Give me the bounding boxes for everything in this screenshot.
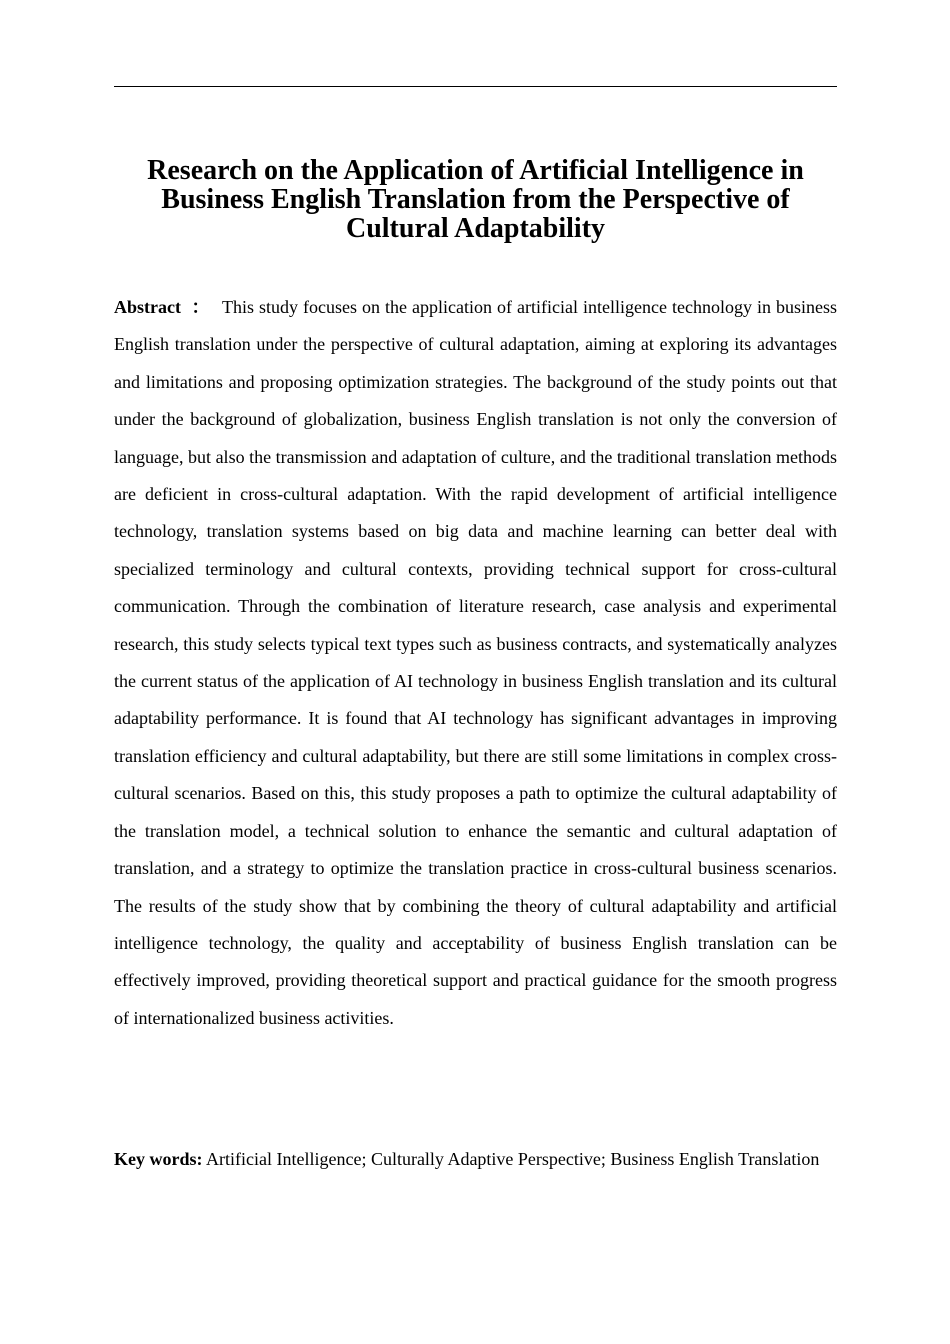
abstract-separator: ： [190, 297, 211, 317]
abstract-paragraph [114, 289, 837, 1037]
keywords-paragraph [114, 1147, 837, 1172]
keywords-text: Artificial Intelligence; Culturally Adaptive Perspective; Business English Translation [206, 1149, 820, 1169]
header-rule [114, 86, 837, 87]
abstract-text: This study focuses on the application of artificial intelligence technology in business English translation under the perspective of cultural adaptation, aiming at exploring its advantages and limitations and proposing optimization strategies. The background of the study points out that under the background of globalization, business English translation is not only the conversion of language, but also the transmission and adaptation of culture, and the traditional translation methods are deficient in cross-cultural adaptation. With the rapid development of artificial intelligence technology, translation systems based on big data and machine learning can better deal with specialized terminology and cultural contexts, providing technical support for cross-cultural communication. Through the combination of literature research, case analysis and experimental research, this study selects typical text types such as business contracts, and systematically analyzes the current status of the application of AI technology in business English translation and its cultural adaptability performance. It is found that AI technology has significant advantages in improving translation efficiency and cultural adaptability, but there are still some limitations in complex cross-cultural scenarios. Based on this, this study proposes a path to optimize the cultural adaptability of the translation model, a technical solution to enhance the semantic and cultural adaptation of translation, and a strategy to optimize the translation practice in cross-cultural business scenarios. The results of the study show that by combining the theory of cultural adaptability and artificial intelligence technology, the quality and acceptability of business English translation can be effectively improved, providing theoretical support and practical guidance for the smooth progress of internationalized business activities. [114, 297, 838, 1028]
keywords-label: Key words: [114, 1149, 203, 1169]
abstract-label: Abstract [114, 297, 181, 317]
paper-title: Research on the Application of Artificial Intelligence in Business English Translation from the Perspective of Cultural Adaptability [147, 155, 804, 244]
